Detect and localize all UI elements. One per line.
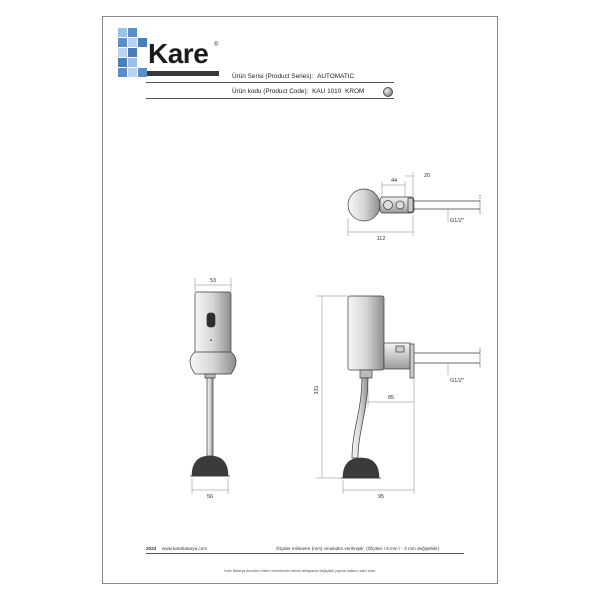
front-view [190,278,236,494]
side-view-bowl-connector [343,458,379,478]
side-view-thread-label: G1/2" [450,378,464,384]
top-view-dim-44: 44 [390,178,398,184]
side-view-curved-pipe [352,378,368,458]
side-view-wall-flange [410,344,414,378]
footer-website: www.karebatarya.com [162,546,208,551]
top-view-dim-20: 20 [424,173,431,179]
front-view-nut [205,374,215,378]
side-view [316,296,480,494]
front-view-bowl-connector [192,456,228,476]
footer-year: 2023 [146,546,157,551]
brand-name: Kare [148,38,209,69]
side-view-dim-95: 95 [377,494,385,500]
front-view-wall-rosette [190,352,236,374]
front-view-flush-pipe [207,378,213,456]
product-series-value: AUTOMATIC [317,73,355,80]
side-view-sensor-housing [348,296,384,370]
top-view-thread-label: G1/2" [450,218,464,224]
footer-measurement-note: Ölçüler milimetre (mm) cinsinden verilmiştir. (Ölçüler +3 mm / - 3 mm değişebilir) [276,546,440,551]
top-view-flange [408,198,413,212]
side-view-knob [396,346,404,352]
top-view [348,172,480,236]
product-series-label: Ürün Serisi (Product Series): [232,73,314,80]
finish-value: KROM [345,88,365,95]
side-view-dim-85: 85 [387,395,395,401]
side-view-dim-331: 331 [314,385,320,395]
product-code-value: KAU 1010 [312,88,342,95]
side-view-nut [360,370,372,378]
top-view-knob [384,201,393,210]
footer-rule [146,553,464,554]
footer-disclaimer: Kare Batarya önceden haber vermeksizin teknik detaylarda değişiklik yapma hakkını saklı tutar. [224,569,376,573]
front-view-dim-53: 53 [209,278,217,284]
front-view-sensor-window [207,313,215,327]
top-view-nut [396,201,404,209]
top-view-sensor-body [348,189,380,221]
front-view-dim-56: 56 [206,494,214,500]
front-view-brand-mark: ■ [210,338,212,342]
top-view-dim-112: 112 [376,236,386,242]
product-code-label: Ürün kodu (Product Code): [232,88,309,95]
brand-registered-mark: ® [214,42,219,48]
